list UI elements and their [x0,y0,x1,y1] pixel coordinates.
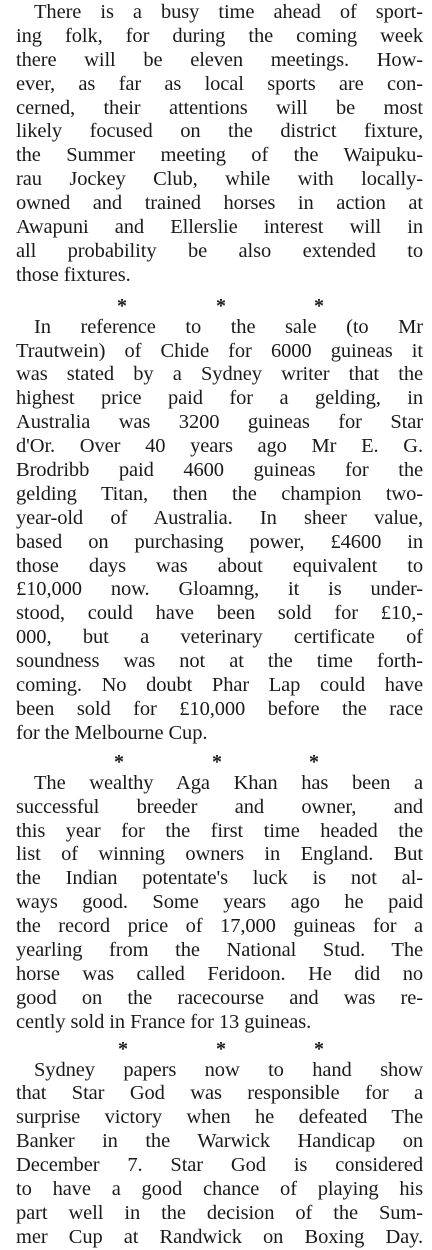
text-line: cently sold in France for 13 guineas. [16,1010,312,1033]
text-line: the Indian potentate's luck is not al- [16,867,423,890]
paragraph-star-god [16,1059,423,1250]
text-line: part well in the decision of the Sum- [16,1201,423,1224]
separator-asterisk: * [314,294,324,317]
text-line: horse was called Feridoon. He did no [16,962,423,985]
text-line: There is a busy time ahead of sport- [34,1,423,23]
text-line: ways good. Some years ago he paid [16,891,423,914]
text-line: been sold for £10,000 before the race [16,697,423,720]
separator-asterisk: * [118,1037,128,1060]
text-line: £10,000 now. Gloamng, it is under- [16,578,423,601]
text-line: yearling from the National Stud. The [16,938,423,961]
text-line: stood, could have been sold for £10,- [16,602,423,625]
text-line: all probability be also extended to [16,239,423,262]
text-line: soundness was not at the time forth- [16,650,423,673]
text-line: Banker in the Warwick Handicap on [16,1130,423,1153]
text-line: Brodribb paid 4600 guineas for the [16,459,423,482]
text-line: there will be eleven meetings. How- [16,48,423,71]
text-line: this year for the first time headed the [16,819,423,842]
text-line: Awapuni and Ellerslie interest will in [16,216,423,239]
text-line: rau Jockey Club, while with locally- [16,168,423,191]
text-line: likely focused on the district fixture, [16,120,423,143]
text-line: those days was about equivalent to [16,554,423,577]
paragraph-aga-khan [16,772,423,1035]
text-line: surprise victory when he defeated The [16,1106,423,1129]
separator-asterisk: * [314,1037,324,1060]
paragraph-chide-sale [16,316,423,746]
text-line: Trautwein) of Chide for 6000 guineas it [16,339,423,362]
text-line: year-old of Australia. In sheer value, [16,506,423,529]
separator-asterisk: * [114,750,124,773]
asterisk-separator [16,1039,423,1059]
asterisk-separator [16,752,423,772]
text-line: for the Melbourne Cup. [16,721,208,744]
text-line: to have a good chance of playing his [16,1177,423,1200]
text-line: In reference to the sale (to Mr [34,315,423,338]
separator-asterisk: * [212,750,222,773]
text-line: coming. No doubt Phar Lap could have [16,674,423,697]
text-line: ing folk, for during the coming week [16,24,423,47]
text-line: gelding Titan, then the champion two- [16,482,423,505]
separator-asterisk: * [117,294,127,317]
text-line: based on purchasing power, £4600 in [16,530,423,553]
asterisk-separator [16,296,423,316]
text-line: December 7. Star God is considered [16,1154,423,1177]
text-line: owned and trained horses in action at [16,192,423,215]
text-line: Australia was 3200 guineas for Star [16,411,423,434]
separator-asterisk: * [216,294,226,317]
separator-asterisk: * [309,750,319,773]
text-line: Sydney papers now to hand show [34,1058,423,1081]
text-line: those fixtures. [16,263,131,286]
text-line: d'Or. Over 40 years ago Mr E. G. [16,435,423,458]
text-line: The wealthy Aga Khan has been a [34,771,423,794]
text-line: that Star God was responsible for a [16,1082,423,1105]
text-line: list of winning owners in England. But [16,843,423,866]
text-line: the record price of 17,000 guineas for a [16,915,423,938]
newspaper-column [0,1,432,1248]
text-line: 000, but a veterinary certificate of [16,626,423,649]
separator-asterisk: * [216,1037,226,1060]
text-line: the Summer meeting of the Waipuku- [16,144,423,167]
text-line: good on the racecourse and was re- [16,986,423,1009]
text-line: mer Cup at Randwick on Boxing Day. [16,1225,423,1248]
paragraph-sporting-meetings [16,1,423,288]
text-line: cerned, their attentions will be most [16,96,423,119]
text-line: was stated by a Sydney writer that the [16,363,423,386]
text-line: ever, as far as local sports are con- [16,72,423,95]
text-line: highest price paid for a gelding, in [16,387,423,410]
text-line: successful breeder and owner, and [16,795,423,818]
